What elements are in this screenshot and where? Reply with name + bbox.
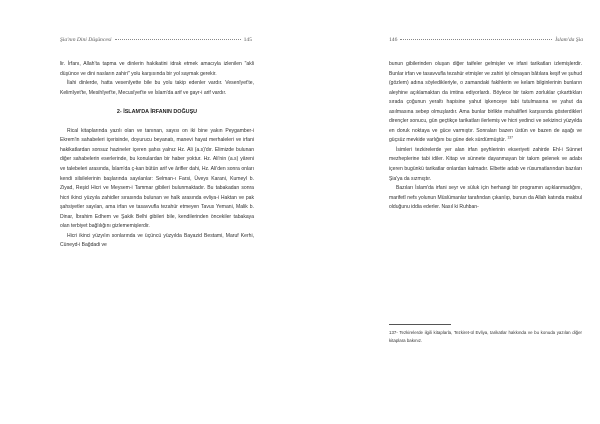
footnote-area: [389, 324, 582, 346]
left-paragraph-2: İlahi dinlerde, hatta vesenîyette bile bu yolu takip edenler vardır. Vesenîyet'te, Kelimîyet'te, Mesihîyet'te, Mecusîyet'te ve İslam'da arif ve gayr-i arif vardır.: [60, 80, 254, 96]
right-text-block: [389, 60, 582, 213]
left-text-block: [60, 60, 254, 251]
right-paragraph-1: [389, 60, 582, 146]
left-page-number: 145: [243, 37, 252, 43]
right-running-title: İslam'da Şia: [555, 37, 583, 43]
left-paragraph-1: lir. İrfanı, Allah'ta tapma ve dinlerin hakikatini idrak etmek amacıyla izlenilen "akli düşünce ve dini nasların zahiri" yolu karşısında bir yol saymak gerekir.: [60, 61, 254, 77]
right-running-head-leader: [400, 39, 552, 40]
right-paragraph-1-text: bunun gibilerinden oluşan diğer taifeler gelmişler ve irfani tarikatları izlemişlerdir. Bunlar irfan ve tasavvufla tezahür etmişler ve zahiri iyi olmayan bâtılara keşif ve şuhud (gözlem) adına söyledikleriyle, o zamandaki fakihlerin ve kelam bilginlerinin bunların aleyhine açıklamaktan da imtina ediyorlardı. Böylece bir takım zorluklar çıkarttıkları sırada çoğunun yeraltı hapisine yahut işkenceye tabi tutulmasına ve yahut da asılmasına sebep olmuşlardır. Ama bunlar birlikte muhalifleri karşısında gösterdikleri dirençler sonucu, gün geçtikçe tarikatları ilerlemiş ve hicri yedinci ve sekizinci yüzyılda en doruk noktaya ve güce varmıştır. Sonraları bazen üstün ve bazen de aşağı ve güçsüz mevkide varlığını bu güne dek sürdürmüştür.: [389, 61, 582, 144]
footnote-rule: [389, 324, 451, 325]
right-page: [300, 0, 600, 424]
footnote-reference: 137: [507, 135, 514, 140]
right-paragraph-3: Bazıları İslam'da irfani seyr ve süluk için herhangi bir programın açıklanmadığını, marifetî nefs yolunun Müslümanlar tarafından çıkarılıp, bunun da Allah katında makbul olduğunu iddia ederler. Nasıl ki Ruhban-: [389, 185, 582, 211]
left-running-head-leader: [115, 39, 241, 40]
section-heading: 2- İSLAM'DA İRFANIN DOĞUŞU: [116, 108, 198, 115]
footnote-text: 137- Tezkirelerde ilgili kitaplarla, Tezkiret-ül Evliya, tarikatlar hakkında ve bu konuda yazılan diğer kitaplara bakınız.: [389, 330, 582, 344]
left-running-title: Şia'nın Dini Düşüncesi: [60, 37, 112, 43]
left-running-head: [60, 37, 252, 43]
left-paragraph-3: Rical kitaplarında yazılı olan ve tanınan, sayısı on iki bine yakın Peygamber-i Ekrem'in sahabeleri içerisinde, doyurucu beyanatı, manevi hayat merhaleleri ve irfani hakikatlardan sonsuz hazineler içeren şahıs yalnız Hz. Ali (a.s)'dır. Elimizde bulunan diğer sahabelerin eserlerinde, bu konulardan bir haber yoktur. Hz. Ali'nin (a.s) yâreni ve talebeleri arasında, İslam'da ç-kan bütün arif ve ârifler dahi, Hz. Ali'den sonra onları kendi silsilelerinin başlarında sayılanlar: Selman-ı Farsi, Üveys Karani, Kumeyl b. Ziyad, Reşid Hicri ve Meysem-i Tammar gibileri bulunmaktadır. Bu tabakadan sonra hicri ikinci yüzyıla zahidler sırasında bulunan ve halk arasında evliya-i Haktan ve pak şahsiyetler sayılan, ama irfan ve tasavvufla tezahür etmeyen Tavus Yemani, Malik b. Dinar, İbrahim Edhem ve Şakik Belhi gibileri bile, kendilerinden öncekiler tabakaya olan terbiyet bağlılığını gizlememişlerdir.: [60, 127, 254, 230]
right-page-number: 146: [389, 37, 398, 43]
right-running-head: [389, 37, 583, 43]
right-paragraph-2: İsimleri tezkirelerde yer alan irfan şeyhlerinin ekseriyeti zahirde Ehl-i Sünnet mezheplerine tabi idiler. Kitap ve sünnete dayanmayan bir takım gelenek ve adabı içeren bugünkü tarikatlar onlardan kalmadır. Elbette adab ve rüsumatlarından bazıları Şia'ya da sızmıştır.: [389, 146, 582, 182]
left-paragraph-4: Hicri ikinci yüzyılın sonlarında ve üçüncü yüzyılda Bayazid Bestami, Maruf Kerhi, Cüneyd-i Bağdadi ve: [60, 232, 254, 249]
